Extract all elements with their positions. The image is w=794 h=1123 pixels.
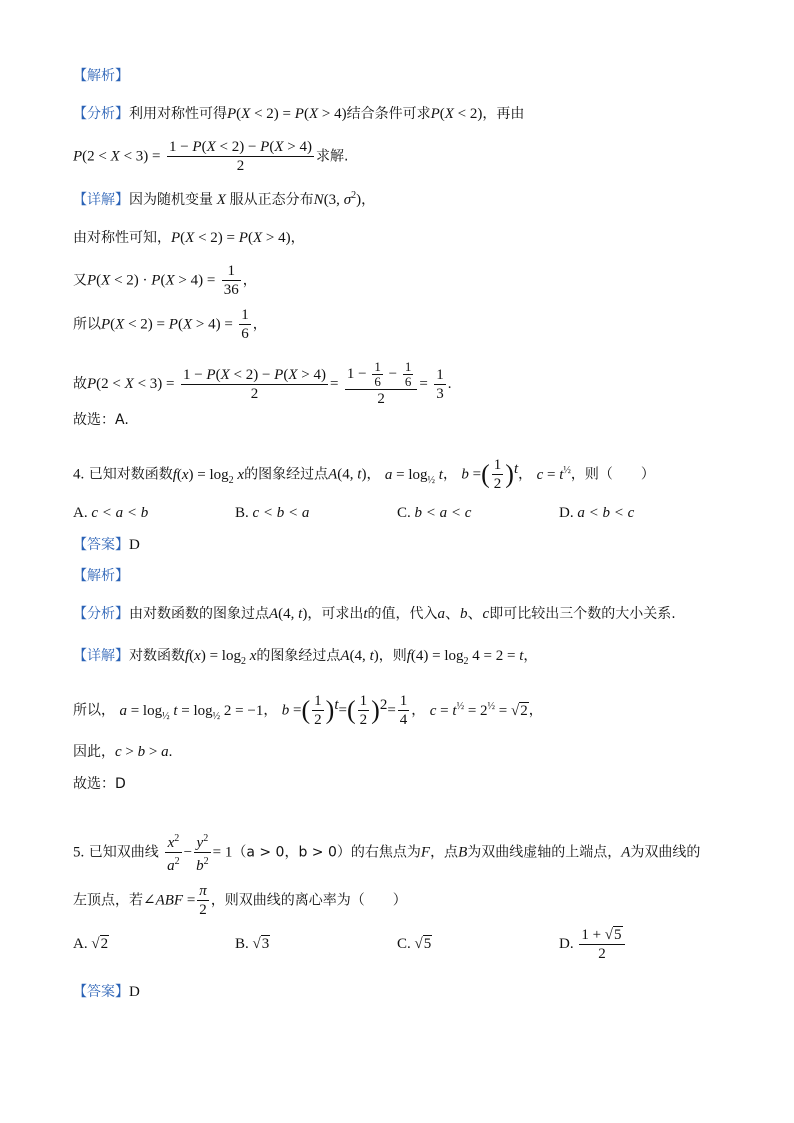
q4-fenxi: 【分析】由对数函数的图象过点A(4, t)，可求出t的值，代入a、b、c即可比较出三个数的大小关系. — [73, 606, 676, 622]
p3-fenxi: 【分析】利用对称性可得P(X < 2) = P(X > 4)结合条件可求P(X < 2)，再由 — [73, 106, 525, 122]
p3-formula-1: P(2 < X < 3) = $\frac{1 - P(X < 2) - P(X > 4)}{2}$ 求解. — [73, 139, 349, 174]
q5-answer: 【答案】D — [73, 984, 140, 1000]
q5-option-b[interactable]: B. √3 — [235, 936, 270, 952]
p3-xiangjie: 【详解】因为随机变量 X 服从正态分布N(3, $\sigma^2$)， — [73, 190, 376, 208]
q5-stem-line2: 左顶点，若∠ABF = $\frac{\pi}{2}$ ，则双曲线的离心率为（ ） — [73, 883, 407, 918]
q4-xiangjie: 【详解】对数函数$f(x) = \log_2 x$的图象经过点A(4, t)，则$f(4) = \log_2 4 = 2 = t$， — [73, 648, 538, 667]
p3-result: 所以P(X < 2) = P(X > 4) = $\frac{1}{6}$ ， — [73, 307, 267, 342]
p3-symmetry: 由对称性可知，P(X < 2) = P(X > 4)， — [73, 230, 305, 246]
q5-stem-line1: 5. 已知双曲线 $\frac{x^2}{a^2}$ − $\frac{y^2}{b^2}$ = 1（a > 0，b > 0）的右焦点为F，点B为双曲线虚轴的上端点，A为双曲线的 — [73, 830, 700, 875]
q4-option-d[interactable]: D. a < b < c — [559, 505, 635, 521]
q4-option-c[interactable]: C. b < a < c — [397, 505, 472, 521]
q5-option-c[interactable]: C. √5 — [397, 936, 432, 952]
q4-values: 所以， $a = \log_{\frac{1}{2}} t = \log_{\frac{1}{2}} 2 = -1$， b =( $\frac{1}{2}$ )$^t$=( $\frac{1}{2}$ )$^2$= $\frac{1}{4}$ ， $c = t^{\frac{1}{2}} = 2^{\frac{1}{2}} = √2$， — [73, 693, 543, 728]
q5-option-a[interactable]: A. √2 — [73, 936, 109, 952]
p3-choice: 故选：A. — [73, 412, 129, 428]
q4-jiexi-label: 【解析】 — [73, 568, 129, 584]
q4-stem: 4. 已知对数函数$f(x) = \log_2 x$的图象经过点A(4, t)， $a = \log_{\frac{1}{2}} t$， b =( $\frac{1}{2}$ )$^t$， $c = t^{\frac{1}{2}}$，则（ ） — [73, 457, 655, 492]
p3-product: 又P(X < 2) · P(X > 4) = $\frac{1}{36}$ ， — [73, 263, 257, 298]
p3-final: 故P(2 < X < 3) = $\frac{1 - P(X < 2) - P(X > 4)}{2}$ = 1 − $\frac{1}{6}$ − $\frac{1}{6}$ 2 = $\frac{1}{3}$ . — [73, 359, 452, 407]
q4-conclusion: 因此，c > b > a. — [73, 744, 173, 760]
q4-answer: 【答案】D — [73, 537, 140, 553]
q5-option-d[interactable]: D. $\frac{1 + √5}{2}$ — [559, 926, 627, 963]
q4-option-a[interactable]: A. c < a < b — [73, 505, 149, 521]
q4-option-b[interactable]: B. c < b < a — [235, 505, 310, 521]
jiexi-label: 【解析】 — [73, 68, 129, 84]
q4-choice: 故选：D — [73, 776, 126, 792]
